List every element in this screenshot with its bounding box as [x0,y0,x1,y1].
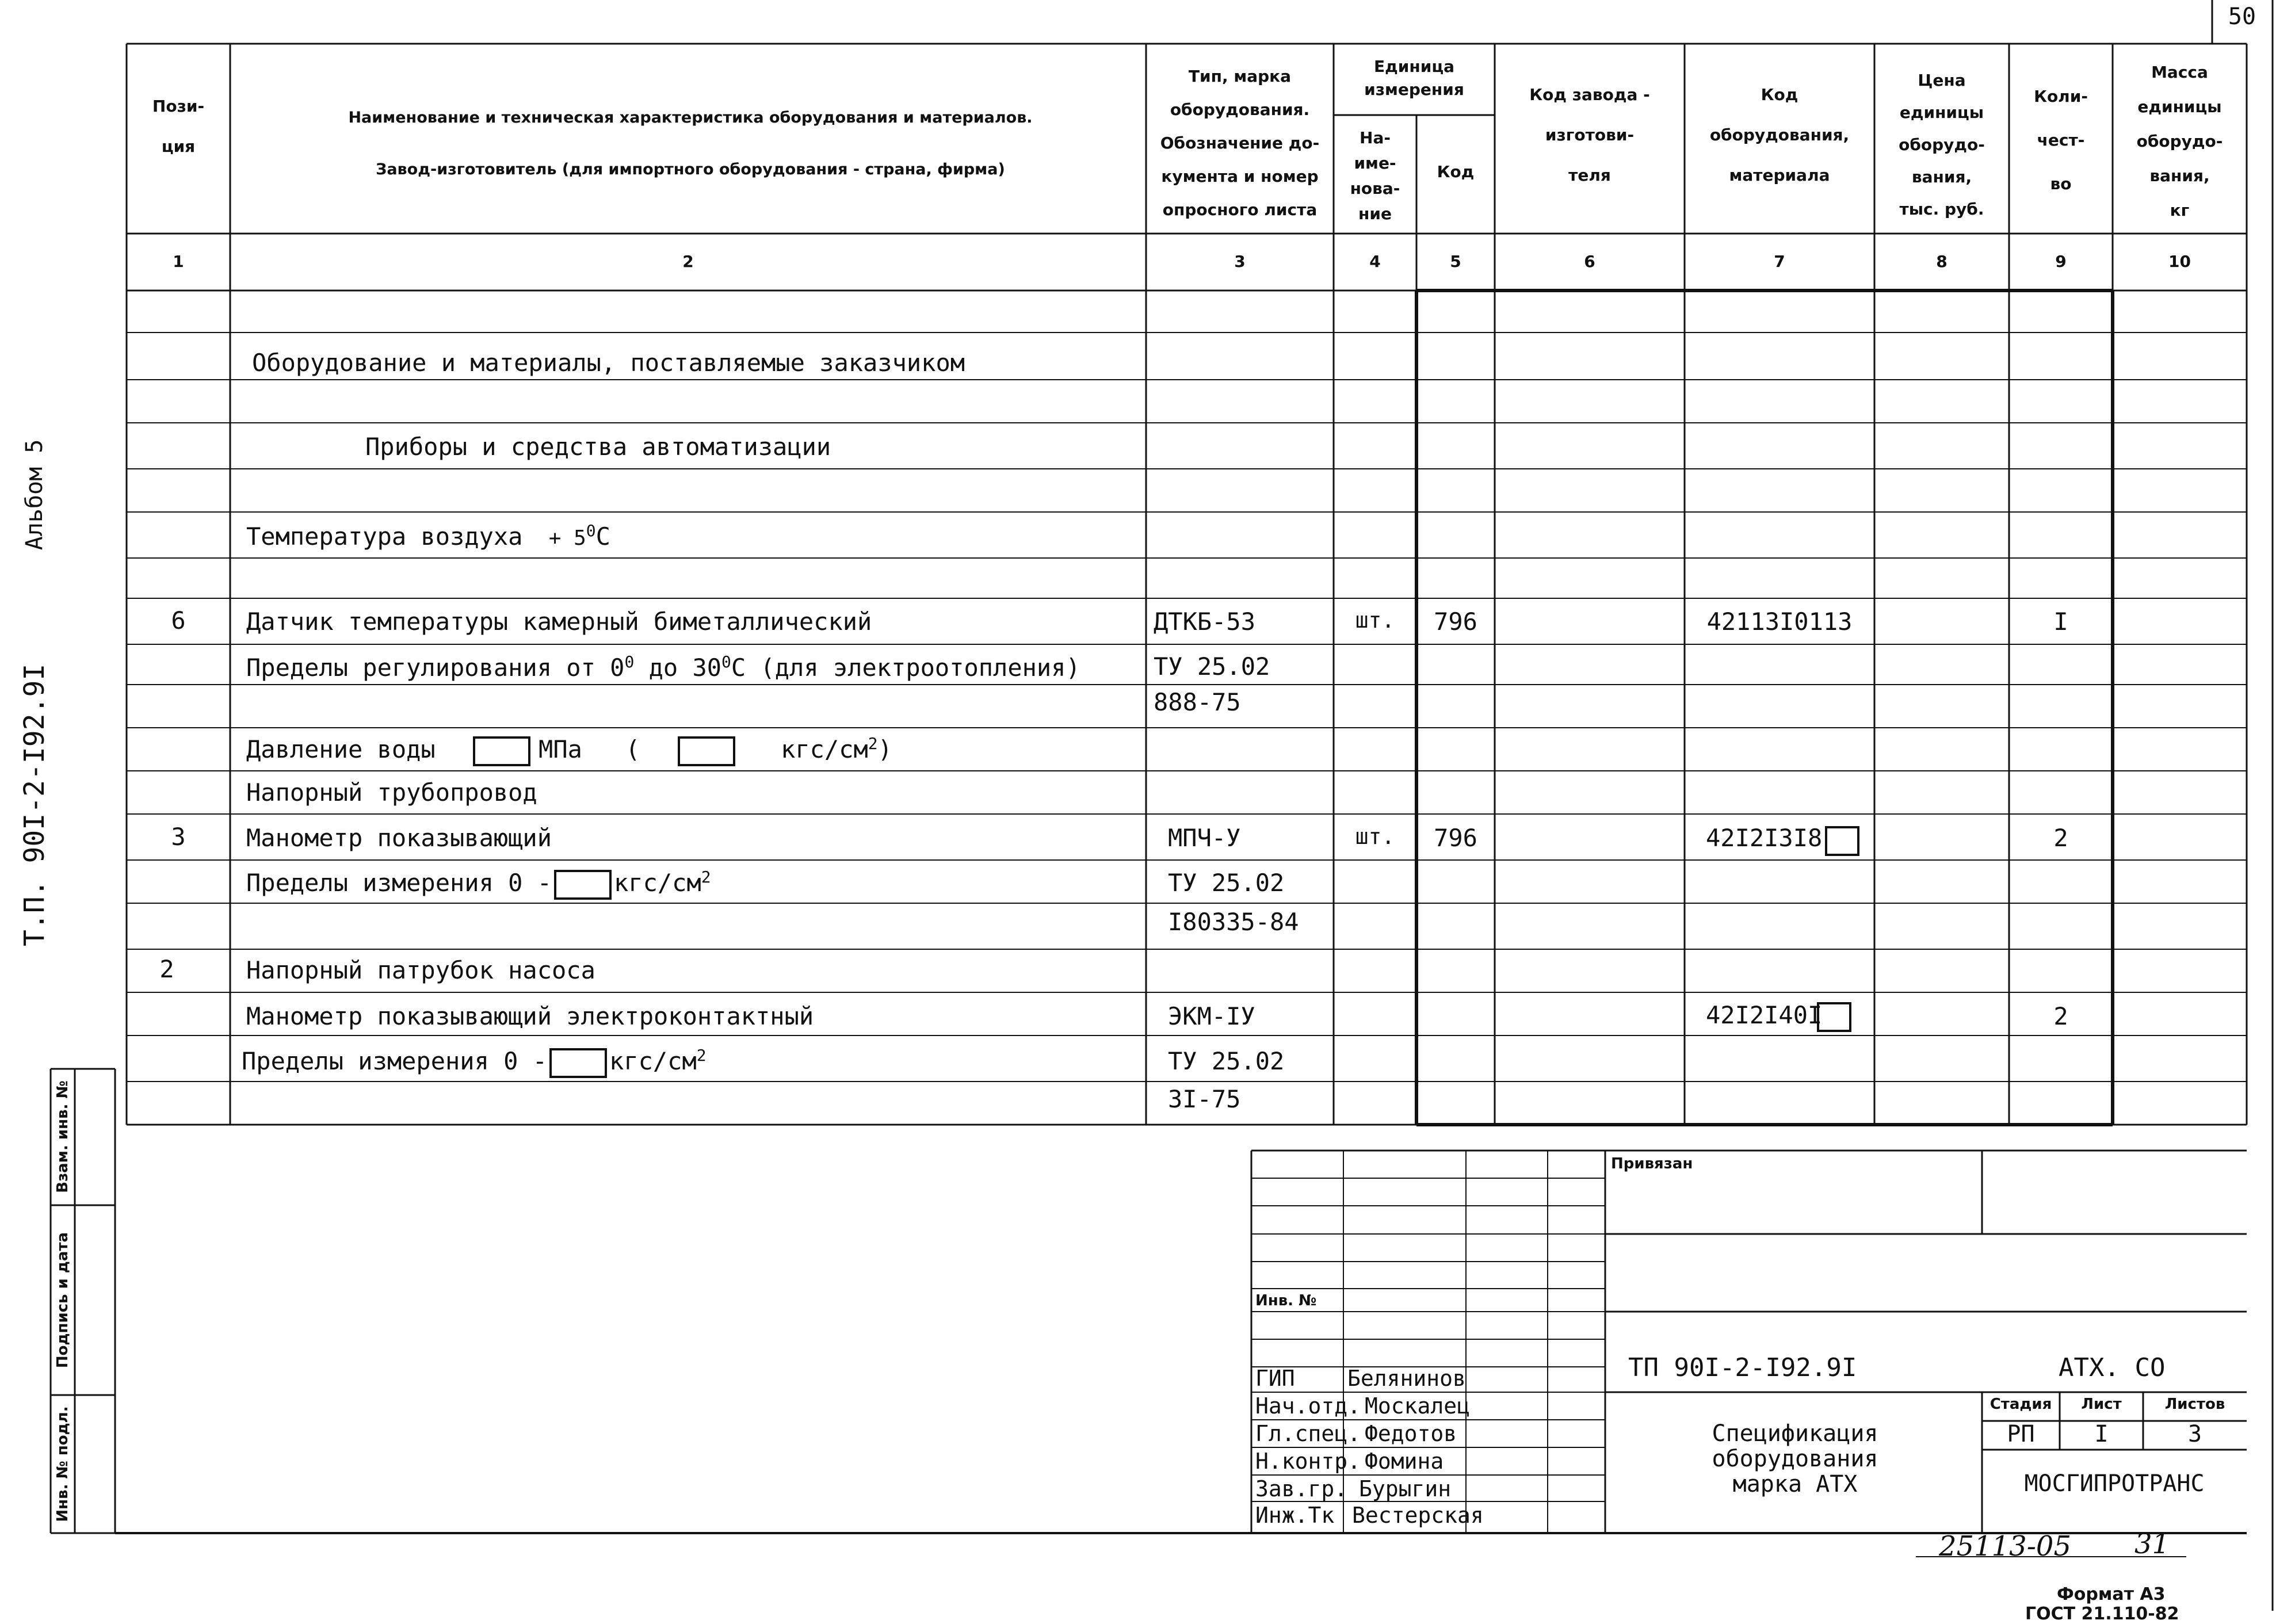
row2-manometer: Манометр показывающий электроконтактный [246,1002,814,1030]
header-col7: Код оборудования, материала [1709,85,1850,185]
role-zav-gr: Зав.гр. [1255,1476,1348,1501]
row3-code-blank [1825,826,1859,856]
row3-tu-number: I80335-84 [1168,908,1299,936]
header-col8: Цена единицы оборудо- вания, тыс. руб. [1899,71,1985,219]
header-col10: Масса единицы оборудо- вания, кг [2136,63,2223,220]
header-col3: Тип, марка оборудования. Обозначение до- кумента и номер опросного листа [1160,67,1320,219]
role-gip: ГИП [1255,1366,1295,1391]
row6-equipment-code: 42113I0113 [1706,607,1853,636]
temperature-row: Температура воздуха + $5^0С$ [246,521,610,551]
inv-no-label: Инв. № [1255,1292,1317,1309]
gost-label: ГОСТ 21.110-82 [2025,1604,2179,1624]
name-inzh: Вестерская [1352,1503,1484,1528]
format-label: Формат А3 [2057,1584,2166,1604]
col-number: 4 [1369,252,1381,271]
name-n-kontr: Фомина [1365,1449,1444,1474]
row2-limit-blank [549,1048,607,1078]
list-value: I [2094,1421,2109,1447]
row2-position: 2 [159,955,174,983]
water-pressure-row: Давление воды МПа ( кгс/$см^2$) [246,734,892,766]
row3-equipment-code: 42I2I3I8 [1706,824,1823,852]
header-unit-group: Единица измерения [1364,57,1464,99]
row3-limits: Пределы измерения 0 - кгс/$см^2$ [246,868,711,900]
listov-header: Листов [2164,1396,2225,1413]
list-header: Лист [2081,1396,2122,1413]
doc-title: Спецификация оборудования марка АТХ [1712,1420,1878,1497]
row2-tu-number: 3I-75 [1168,1085,1241,1113]
col-number: 1 [173,252,184,271]
role-nach-otd: Нач.отд. [1255,1393,1361,1419]
listov-value: 3 [2187,1421,2202,1447]
header-col2: Наименование и техническая характеристика оборудования и материалов. Завод-изготовитель (для импортного оборудования - страна, фирма) [348,109,1033,178]
name-gip: Белянинов [1347,1366,1466,1391]
header-col5: Код [1437,162,1475,181]
header-col1: Пози- ция [152,97,205,156]
row6-tu-number: 888-75 [1154,688,1241,716]
row3-type: МПЧ-У [1168,824,1241,852]
row3-tu: ТУ 25.02 [1168,869,1285,897]
header-col9: Коли- чест- во [2034,87,2088,193]
row3-name: Манометр показывающий [246,824,552,852]
section-title-automation: Приборы и средства автоматизации [365,433,831,461]
row3-unit-code: 796 [1434,824,1477,852]
handwritten-page: 31 [2134,1528,2170,1560]
doc-mark: АТХ. СО [2059,1353,2166,1382]
col-number: 2 [682,252,694,271]
col-number: 9 [2055,252,2067,271]
stadia-value: РП [2007,1421,2035,1447]
row3-unit: шт. [1355,824,1395,849]
name-nach-otd: Москалец [1365,1393,1471,1419]
row6-unit-code: 796 [1434,607,1477,636]
name-gl-spec: Федотов [1365,1421,1457,1446]
album-label: Альбом 5 [21,439,48,551]
row6-tu: ТУ 25.02 [1154,652,1270,681]
row2-tu: ТУ 25.02 [1168,1047,1285,1075]
col-number: 7 [1774,252,1785,271]
row6-name: Датчик температуры камерный биметаллический [246,607,872,636]
privyazan-label: Привязан [1611,1155,1693,1172]
pressure-kgf-blank [678,736,735,766]
col-number: 10 [2168,252,2191,271]
section-title-customer-supplied: Оборудование и материалы, поставляемые заказчиком [252,349,965,377]
row6-limits: Пределы регулирования от $0^0$ до $30^0С$ (для электроотопления) [246,652,1080,682]
row2-code-blank [1817,1002,1851,1032]
stadia-header: Стадия [1989,1396,2052,1413]
row2-limits: Пределы измерения 0 - кгс/$см^2$ [242,1046,707,1078]
row2-equipment-code: 42I2I40I [1706,1001,1823,1029]
tp-label: Т.П. 90I-2-I92.9I [18,663,51,946]
row2-type: ЭКМ-IУ [1168,1002,1255,1030]
role-inzh: Инж.Тк [1255,1503,1335,1528]
row3-position: 3 [171,823,186,851]
row2-quantity: 2 [2053,1002,2068,1030]
inv-podl-label: Инв. № подл. [54,1406,71,1522]
vzam-inv-label: Взам. инв. № [54,1080,71,1193]
pressure-pipeline: Напорный трубопровод [246,778,537,807]
header-col6: Код завода - изготови- теля [1529,85,1650,185]
podpis-data-label: Подпись и дата [54,1232,71,1369]
doc-code: ТП 90I-2-I92.9I [1628,1353,1857,1382]
row3-limit-blank [554,870,612,900]
organization: МОСГИПРОТРАНС [2024,1470,2205,1497]
col-number: 6 [1584,252,1595,271]
header-col4: На- име- нова- ние [1350,128,1400,223]
row6-type: ДТКБ-53 [1154,607,1256,636]
row6-position: 6 [171,606,186,635]
row3-quantity: 2 [2053,824,2068,852]
col-number: 5 [1450,252,1461,271]
row2-name: Напорный патрубок насоса [246,956,595,984]
pressure-mpa-blank [473,736,530,766]
col-number: 3 [1234,252,1246,271]
col-number: 8 [1936,252,1947,271]
row6-unit: шт. [1355,607,1395,633]
role-n-kontr: Н.контр. [1255,1449,1361,1474]
role-gl-spec: Гл.спец. [1255,1421,1361,1446]
name-zav-gr: Бурыгин [1359,1476,1452,1501]
page-number: 50 [2228,3,2256,30]
row6-quantity: I [2053,607,2068,636]
handwritten-code: 25113-05 [1939,1530,2071,1562]
